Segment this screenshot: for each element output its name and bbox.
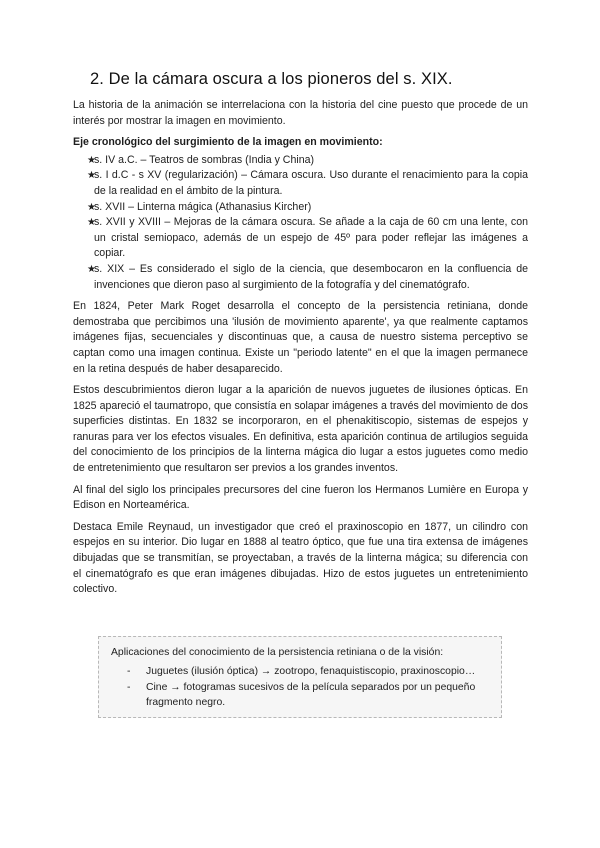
timeline-item-text: s. I d.C - s XV (regularización) – Cámara oscura. Uso durante el renacimiento para la copia de la realidad en el ámbito de la pintura.	[94, 169, 528, 197]
dash-bullet: -	[127, 681, 131, 693]
timeline-item	[73, 168, 528, 199]
paragraph-precursors: Al final del siglo los principales precursores del cine fueron los Hermanos Lumière en Europa y Edison en Norteamérica.	[73, 483, 528, 512]
callout-list	[111, 664, 489, 710]
callout-title: Aplicaciones del conocimiento de la persistencia retiniana o de la visión:	[111, 647, 444, 658]
timeline-item	[73, 262, 528, 293]
timeline-item-text: s. XIX – Es considerado el siglo de la ciencia, que desembocaron en la confluencia de invenciones que dieron paso al surgimiento de la fotografía y del cinematógrafo.	[94, 262, 528, 291]
timeline-item	[73, 200, 528, 216]
paragraph-optical-toys: Estos descubrimientos dieron lugar a la aparición de nuevos juguetes de ilusiones ópticas. En 1825 apareció el taumatropo, que consistía en solapar imágenes a través del movimiento de dos superficies distintas. En 1832 se incorporaron, en el phenakitiscopio, sistemas de espejos y ranuras para ver los efectos visuales. En definitiva, esta aparición continua de artilugios seguida del conocimiento de los principios de la linterna mágica dio lugar a estos juguetes como medio de entretenimiento que resultaron ser previos a los grandes inventos.	[73, 384, 528, 475]
timeline-item-text: s. XVII – Linterna mágica (Athanasius Kircher)	[94, 200, 312, 213]
timeline-item-text: s. XVII y XVIII – Mejoras de la cámara oscura. Se añade a la caja de 60 cm una lente, con un cristal semiopaco, además de un espejo de 45º para poder reflejar las imágenes a copiar.	[94, 216, 528, 260]
document-body	[73, 98, 528, 604]
timeline-item	[73, 153, 528, 169]
section-heading: 2. De la cámara oscura a los pioneros del s. XIX.	[90, 70, 453, 88]
star-icon: ★	[87, 154, 96, 166]
star-icon: ★	[87, 263, 96, 275]
callout-item-text: Cine → fotogramas sucesivos de la película separados por un pequeño fragmento negro.	[146, 681, 476, 709]
star-icon: ★	[87, 201, 96, 213]
intro-paragraph: La historia de la animación se interrelaciona con la historia del cine puesto que procede de un interés por mostrar la imagen en movimiento.	[73, 99, 528, 127]
timeline-title: Eje cronológico del surgimiento de la imagen en movimiento:	[73, 136, 383, 149]
dash-bullet: -	[127, 666, 131, 678]
callout-item	[111, 680, 489, 711]
timeline-list	[73, 153, 528, 293]
callout-box	[98, 636, 502, 718]
callout-item	[111, 664, 489, 679]
paragraph-roget: En 1824, Peter Mark Roget desarrolla el concepto de la persistencia retiniana, donde demostraba que percibimos una 'ilusión de movimiento aparente', ya que realmente captamos imágenes fijas, secuenciales y discontinuas que, a causa de nuestro sistema perceptivo se captan como una imagen continua. Existe un "periodo latente" en el que la imagen permanece en la retina después de haber desaparecido.	[73, 300, 528, 375]
star-icon: ★	[87, 170, 96, 182]
timeline-item	[73, 215, 528, 262]
timeline-item-text: s. IV a.C. – Teatros de sombras (India y China)	[94, 153, 315, 166]
callout-item-text: Juguetes (ilusión óptica) → zootropo, fenaquistiscopio, praxinoscopio…	[146, 666, 476, 678]
paragraph-reynaud: Destaca Emile Reynaud, un investigador que creó el praxinoscopio en 1877, un cilindro con espejos en su interior. Dio lugar en 1888 al teatro óptico, que fue una tira extensa de imágenes dibujadas que se transmitían, se proyectaban, a través de la linterna mágica; su diferencia con el cinematógrafo es que eran imágenes dibujadas. Hizo de estos juguetes un entretenimiento colectivo.	[73, 520, 528, 596]
star-icon: ★	[87, 217, 96, 229]
